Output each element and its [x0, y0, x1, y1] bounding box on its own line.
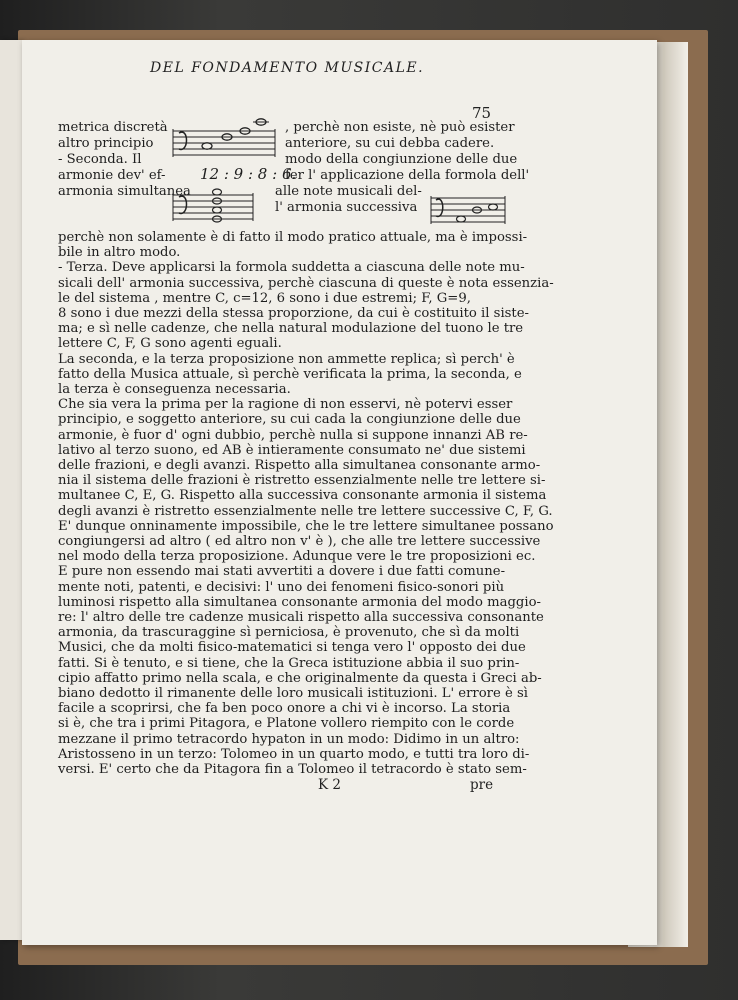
body-text-line: versi. E' certo che da Pitagora fin a Tolomeo il tetracordo è stato sem- [58, 762, 527, 777]
body-text-line: multanee C, E, G. Rispetto alla successiva consonante armonia il sistema [58, 488, 547, 504]
body-text-line: armonie, è fuor d' ogni dubbio, perchè nulla si suppone innanzi AB re- [58, 427, 528, 443]
left-line: armonie dev' ef- [58, 168, 166, 183]
body-text-line: cipio affatto primo nella scala, e che originalmente da questa i Greci ab- [58, 670, 542, 686]
left-page-edge [0, 40, 22, 940]
body-text-line: le del sistema , mentre C, c=12, 6 sono i due estremi; F, G=9, [58, 290, 471, 306]
music-staff-successive [425, 190, 510, 230]
body-text-line: Aristosseno in un terzo: Tolomeo in un quarto modo, e tutti tra loro di- [58, 746, 530, 762]
left-line: - Seconda. Il [58, 152, 142, 167]
catchword: pre [470, 777, 494, 793]
body-text-line: biano dedotto il rimanente delle loro musicali istituzioni. L' errore è sì [58, 686, 528, 701]
body-text-line: - Terza. Deve applicarsi la formola suddetta a ciascuna delle note mu- [58, 260, 525, 276]
right-line: , perchè non esiste, nè può esister [285, 120, 515, 135]
body-text-line: re: l' altro delle tre cadenze musicali rispetto alla successiva consonante [58, 610, 544, 625]
body-text-line: degli avanzi è ristretto essenzialmente nelle tre lettere successive C, F, G. [58, 503, 553, 519]
body-text-line: mente noti, patenti, e decisivi: l' uno dei fenomeni fisico-sonori più [58, 579, 505, 595]
body-text-line: lettere C, F, G sono agenti eguali. [58, 336, 282, 352]
left-line: metrica discretà [58, 120, 168, 135]
body-text-line: Che sia vera la prima per la ragione di non esservi, nè potervi esser [58, 397, 513, 413]
body-text-line: fatti. Si è tenuto, e si tiene, che la Greca istituzione abbia il suo prin- [58, 655, 520, 671]
body-text-line: la terza è conseguenza necessaria. [58, 382, 291, 397]
body-text-line: Musici, che da molti fisico-matematici si tenga vero l' opposto dei due [58, 640, 526, 656]
body-text-line: nia il sistema delle frazioni è ristretto essenzialmente nelle tre lettere si- [58, 473, 546, 489]
left-line: altro principio [58, 136, 154, 151]
body-text-line: E pure non essendo mai stati avvertiti a dovere i due fatti comune- [58, 564, 506, 580]
body-text-line: congiungersi ad altro ( ed altro non v' è ), che alle tre lettere successive [58, 534, 541, 549]
music-staff-top [165, 113, 280, 163]
right-line: anteriore, su cui debba cadere. [285, 136, 495, 151]
body-text-line: fatto della Musica attuale, sì perchè verificata la prima, la seconda, e [58, 366, 522, 382]
body-text-line: La seconda, e la terza proposizione non ammette replica; sì perch' è [58, 351, 515, 367]
left-line: armonia simultanea [58, 184, 191, 199]
page-number: 75 [472, 104, 492, 122]
body-text-line: ma; e sì nelle cadenze, che nella natural modulazione del tuono le tre [58, 321, 524, 337]
signature-mark: K 2 [318, 777, 341, 793]
running-title: DEL FONDAMENTO MUSICALE. [150, 60, 425, 76]
body-text-line: facile a scoprirsi, che fa ben poco onore a chi vi è incorso. La storia [58, 701, 511, 717]
body-text-line: lativo al terzo suono, ed AB è intieramente consumato ne' due sistemi [58, 442, 526, 458]
body-text-line: 8 sono i due mezzi della stessa proporzione, da cui è costituito il siste- [58, 306, 529, 321]
right-line: modo della congiunzione delle due [285, 152, 518, 167]
right-line: fer l' applicazione della formola dell' [285, 168, 530, 183]
right-line: l' armonia successiva [275, 200, 418, 215]
body-text-line: sicali dell' armonia successiva, perchè ciascuna di queste è nota essenzia- [58, 275, 554, 291]
body-text-line: delle frazioni, e degli avanzi. Rispetto alla simultanea consonante armo- [58, 458, 541, 473]
body-text-line: nel modo della terza proposizione. Adunque vere le tre proposizioni ec. [58, 549, 536, 565]
body-text-line: armonia, da trascuraggine sì perniciosa, è provenuto, che sì da molti [58, 625, 520, 641]
figure-ratio-label: 12 : 9 : 8 : 6. [200, 165, 297, 183]
right-line: alle note musicali del- [275, 184, 422, 199]
body-text-line: si è, che tra i primi Pitagora, e Platone vollero riempito con le corde [58, 716, 515, 732]
body-text-line: perchè non solamente è di fatto il modo pratico attuale, ma è impossi- [58, 230, 528, 245]
body-text-line: E' dunque onninamente impossibile, che le tre lettere simultanee possano [58, 518, 554, 534]
body-text-line: mezzane il primo tetracordo hypaton in un modo: Didimo in un altro: [58, 731, 520, 747]
body-text-line: luminosi rispetto alla simultanea consonante armonia del modo maggio- [58, 594, 541, 610]
body-text-line: principio, e soggetto anteriore, su cui cada la congiunzione delle due [58, 412, 521, 428]
body-text-line: bile in altro modo. [58, 245, 181, 261]
